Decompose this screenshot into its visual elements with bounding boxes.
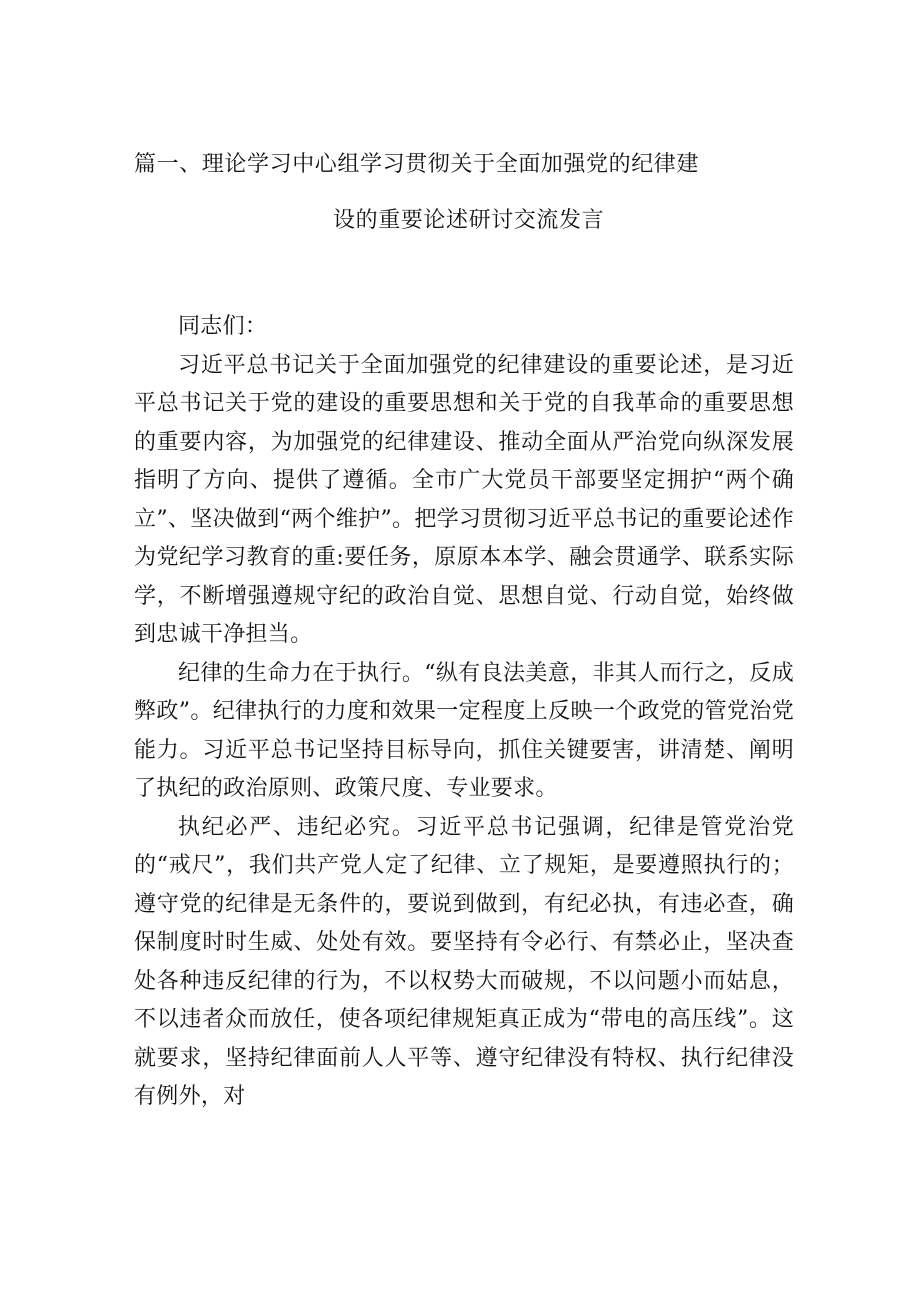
paragraph-2: 纪律的生命力在于执行。“纵有良法美意，非其人而行之，反成弊政”。纪律执行的力度和效果一定程度上反映一个政党的管党治党能力。习近平总书记坚持目标导向，抓住关键要害，讲清楚、阐明了执纪的政治原则、政策尺度、专业要求。	[134, 660, 794, 801]
document-body	[134, 308, 794, 1117]
paragraph-3: 执纪必严、违纪必究。习近平总书记强调，纪律是管党治党的“戒尺”，我们共产党人定了纪律、立了规矩，是要遵照执行的；遵守党的纪律是无条件的，要说到做到，有纪必执，有违必查，确保制度时时生威、处处有效。要坚持有令必行、有禁必止，坚决查处各种违反纪律的行为，不以权势大而破规，不以问题小而姑息，不以违者众而放任，使各项纪律规矩真正成为“带电的高压线”。这就要求，坚持纪律面前人人平等、遵守纪律没有特权、执行纪律没有例外，对	[134, 814, 794, 1109]
document-title-line-1: 篇一、理论学习中心组学习贯彻关于全面加强党的纪律建	[134, 152, 700, 177]
salutation: 同志们：	[178, 314, 268, 339]
document-title-line-2: 设的重要论述研讨交流发言	[333, 208, 605, 233]
paragraph-1: 习近平总书记关于全面加强党的纪律建设的重要论述，是习近平总书记关于党的建设的重要思想和关于党的自我革命的重要思想的重要内容，为加强党的纪律建设、推动全面从严治党向纵深发展指明了方向、提供了遵循。全市广大党员干部要坚定拥护“两个确立”、坚决做到“两个维护”。把学习贯彻习近平总书记的重要论述作为党纪学习教育的重:要任务，原原本本学、融会贯通学、联系实际学，不断增强遵规守纪的政治自觉、思想自觉、行动自觉，始终做到忠诚干净担当。	[134, 352, 794, 647]
